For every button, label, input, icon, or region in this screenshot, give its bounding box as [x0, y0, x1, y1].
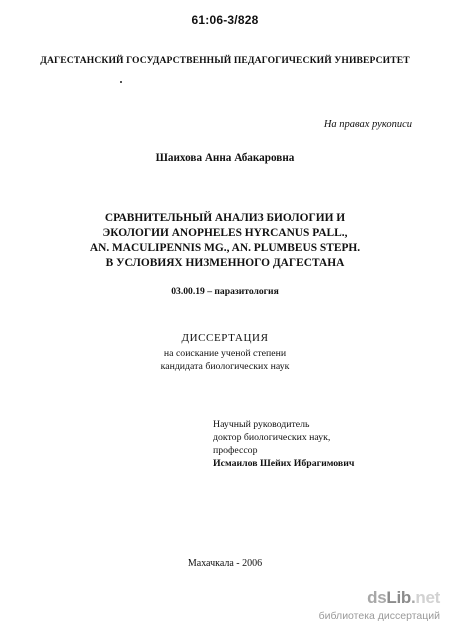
supervisor-position: профессор — [213, 445, 258, 456]
dissertation-title — [0, 211, 450, 271]
author-name: Шаихова Анна Абакаровна — [155, 152, 295, 164]
scan-speck — [120, 81, 122, 83]
specialty-code: 03.00.19 – паразитология — [171, 286, 279, 297]
watermark-logo-net: net — [415, 588, 440, 607]
supervisor-name: Исмаилов Шейих Ибрагимович — [213, 458, 355, 469]
title-line: ЭКОЛОГИИ ANOPHELES HYRCANUS PALL., — [102, 227, 348, 239]
title-line: В УСЛОВИЯХ НИЗМЕННОГО ДАГЕСТАНА — [105, 257, 345, 269]
city-year: Махачкала - 2006 — [187, 558, 263, 569]
supervisor-degree: доктор биологических наук, — [213, 432, 331, 443]
dissertation-label: ДИССЕРТАЦИЯ — [181, 332, 269, 344]
title-line: СРАВНИТЕЛЬНЫЙ АНАЛИЗ БИОЛОГИИ И — [104, 212, 346, 224]
supervisor-role: Научный руководитель — [213, 419, 310, 430]
watermark-logo — [367, 588, 440, 608]
degree-line-1: на соискание ученой степени — [163, 348, 287, 359]
rights-note: На правах рукописи — [323, 119, 412, 130]
archive-code: 61:06-3/828 — [191, 13, 259, 27]
watermark-logo-ds: ds — [367, 588, 387, 607]
university-name: ДАГЕСТАНСКИЙ ГОСУДАРСТВЕННЫЙ ПЕДАГОГИЧЕСКИЙ УНИВЕРСИТЕТ — [40, 55, 410, 66]
title-line: AN. MACULIPENNIS MG., AN. PLUMBEUS STEPH. — [89, 242, 361, 254]
watermark-caption: библиотека диссертаций — [318, 610, 440, 622]
degree-line-2: кандидата биологических наук — [160, 361, 290, 372]
watermark-logo-dot: . — [410, 588, 416, 607]
watermark-logo-lib: Lib — [386, 588, 411, 607]
